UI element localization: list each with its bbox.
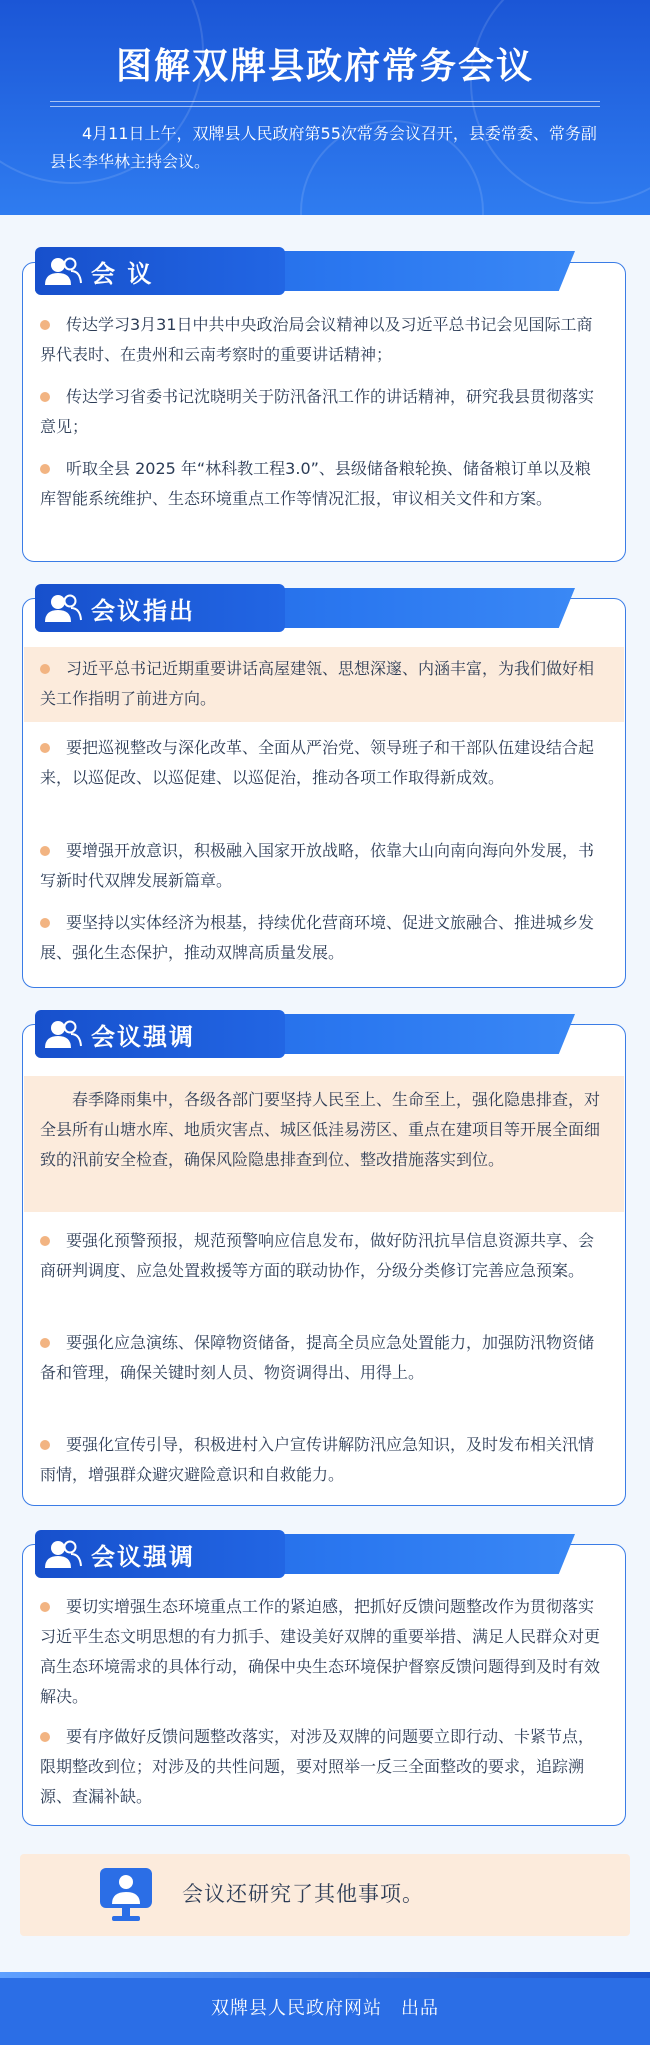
bullet-dot xyxy=(40,1440,50,1450)
list-item: 传达学习3月31日中共中央政治局会议精神以及习近平总书记会见国际工商界代表时、在贵州和云南考察时的重要讲话精神； xyxy=(40,315,593,364)
section-title: 会议强调 xyxy=(91,1022,195,1051)
list-item: 习近平总书记近期重要讲话高屋建瓴、思想深邃、内涵丰富，为我们做好相关工作指明了前进方向。 xyxy=(40,659,595,708)
header-divider xyxy=(50,106,600,107)
footer-text: 双牌县人民政府网站 出品 xyxy=(211,1998,439,2019)
list-item: 听取全县 2025 年“林科教工程3.0”、县级储备粮轮换、储备粮订单以及粮库智能系统维护、生态环境重点工作等情况汇报，审议相关文件和方案。 xyxy=(40,459,591,508)
closing-text: 会议还研究了其他事项。 xyxy=(182,1882,424,1906)
bullet-dot xyxy=(40,1602,50,1612)
section-tab-pointed-out xyxy=(35,584,285,632)
section-tab-emphasized xyxy=(35,1010,285,1058)
bullet-dot xyxy=(40,846,50,856)
bullet-dot xyxy=(40,918,50,928)
list-item: 要增强开放意识，积极融入国家开放战略，依靠大山向南向海向外发展，书写新时代双牌发展新篇章。 xyxy=(40,841,595,890)
list-item: 传达学习省委书记沈晓明关于防汛备汛工作的讲话精神，研究我县贯彻落实意见； xyxy=(40,387,595,436)
people-icon xyxy=(35,1530,91,1578)
page-header xyxy=(0,0,650,215)
list-item: 要有序做好反馈问题整改落实，对涉及双牌的问题要立即行动、卡紧节点，限期整改到位；对涉及的共性问题，要对照举一反三全面整改的要求，追踪溯源、查漏补缺。 xyxy=(40,1727,595,1806)
bullet-dot xyxy=(40,1732,50,1742)
list-item: 要强化宣传引导，积极进村入户宣传讲解防汛应急知识，及时发布相关汛情雨情，增强群众避灾避险意识和自救能力。 xyxy=(40,1435,595,1484)
list-item: 要坚持以实体经济为根基，持续优化营商环境、促进文旅融合、推进城乡发展、强化生态保护，推动双牌高质量发展。 xyxy=(40,913,595,962)
bullet-dot xyxy=(40,1236,50,1246)
list-item: 要切实增强生态环境重点工作的紧迫感，把抓好反馈问题整改作为贯彻落实习近平生态文明思想的有力抓手、建设美好双牌的重要举措、满足人民群众对更高生态环境需求的具体行动，确保中央生态环境保护督察反馈问题得到及时有效解决。 xyxy=(40,1597,601,1706)
people-icon xyxy=(35,247,91,295)
section-tab-emphasized-2 xyxy=(35,1530,285,1578)
bullet-dot xyxy=(40,1338,50,1348)
bullet-dot xyxy=(40,320,50,330)
bullet-dot xyxy=(40,392,50,402)
page-footer xyxy=(0,1972,650,2045)
list-item: 要把巡视整改与深化改革、全面从严治党、领导班子和干部队伍建设结合起来，以巡促改、以巡促建、以巡促治，推动各项工作取得新成效。 xyxy=(40,738,595,787)
section-title: 会议指出 xyxy=(91,596,195,625)
page-title: 图解双牌县政府常务会议 xyxy=(115,46,534,87)
list-item: 要强化应急演练、保障物资储备，提高全员应急处置能力，加强防汛物资储备和管理，确保关键时刻人员、物资调得出、用得上。 xyxy=(40,1333,595,1382)
presenter-icon xyxy=(98,1866,154,1924)
section-title: 会议强调 xyxy=(91,1542,195,1571)
bullet-dot xyxy=(40,664,50,674)
bullet-dot xyxy=(40,464,50,474)
header-divider xyxy=(50,101,600,102)
section-tab-meeting xyxy=(35,247,285,295)
footer-strip xyxy=(0,1972,650,1978)
people-icon xyxy=(35,584,91,632)
list-item: 要强化预警预报，规范预警响应信息发布，做好防汛抗旱信息资源共享、会商研判调度、应急处置救援等方面的联动协作，分级分类修订完善应急预案。 xyxy=(40,1231,595,1280)
intro-text: 4月11日上午，双牌县人民政府第55次常务会议召开，县委常委、常务副县长李华林主持会议。 xyxy=(50,124,597,171)
bullet-dot xyxy=(40,743,50,753)
section-title: 会 议 xyxy=(91,259,154,288)
people-icon xyxy=(35,1010,91,1058)
highlight-paragraph: 春季降雨集中，各级各部门要坚持人民至上、生命至上，强化隐患排查，对全县所有山塘水库、地质灾害点、城区低洼易涝区、重点在建项目等开展全面细致的汛前安全检查，确保风险隐患排查到位、整改措施落实到位。 xyxy=(40,1090,601,1169)
